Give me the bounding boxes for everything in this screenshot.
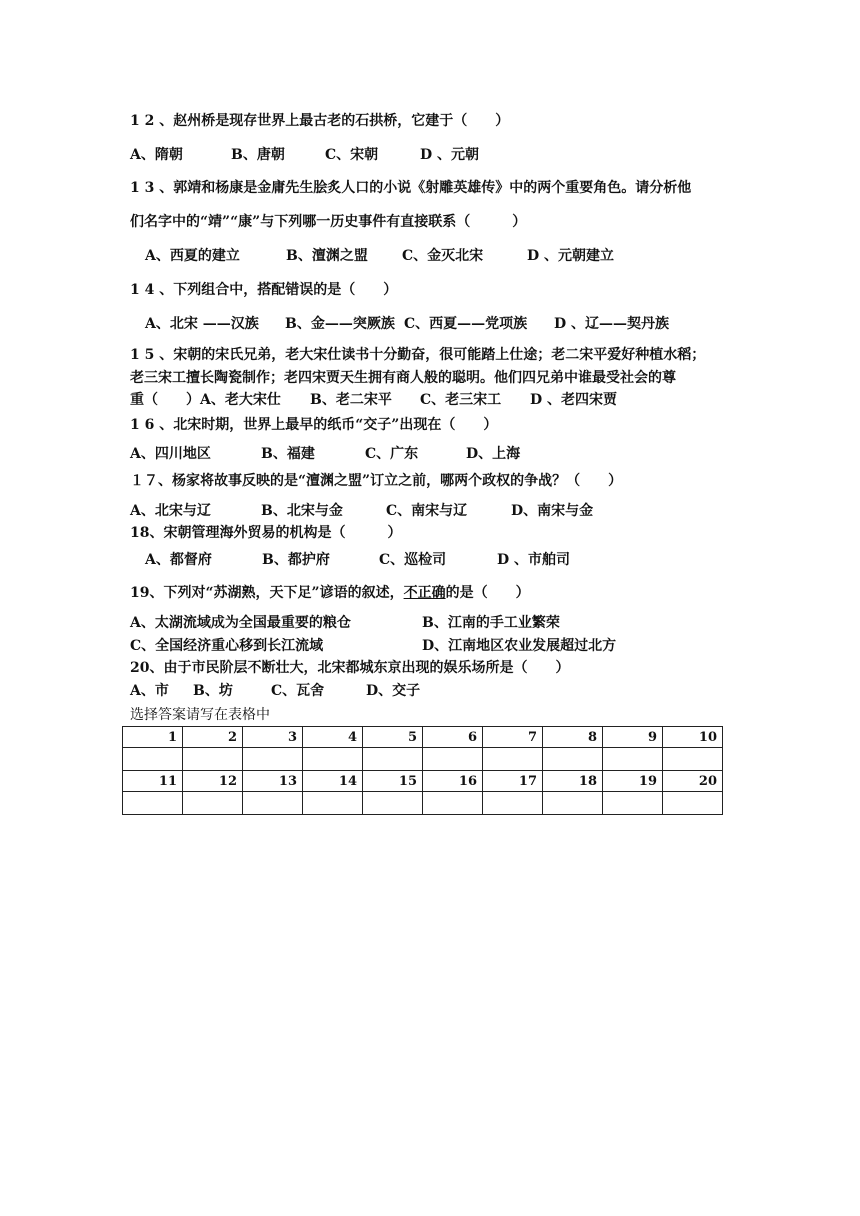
answer-cell[interactable] (543, 748, 603, 771)
option-a: A、都督府 (145, 552, 212, 568)
table-cell: 6 (423, 727, 483, 748)
question-18-options (145, 550, 570, 570)
answer-table (122, 726, 723, 815)
option-b: B、澶渊之盟 (286, 248, 368, 264)
table-cell: 14 (303, 771, 363, 792)
option-a: A、北宋 ——汉族 (145, 316, 259, 332)
answer-cell[interactable] (303, 792, 363, 815)
option-c: C、南宋与辽 (386, 503, 468, 519)
option-c: C、金灭北宋 (402, 248, 484, 264)
answer-cell[interactable] (183, 792, 243, 815)
table-cell: 16 (423, 771, 483, 792)
table-cell: 1 (123, 727, 183, 748)
table-row (123, 727, 723, 748)
option-a: A、隋朝 (130, 147, 183, 163)
option-c: C、宋朝 (325, 147, 379, 163)
table-cell: 11 (123, 771, 183, 792)
option-d: D 、元朝建立 (527, 248, 615, 264)
answer-cell[interactable] (543, 792, 603, 815)
question-19-options-row-1 (130, 613, 560, 633)
table-cell: 3 (243, 727, 303, 748)
option-b: B、江南的手工业繁荣 (422, 615, 560, 631)
table-row (123, 771, 723, 792)
question-15-stem-tail: 重（ ） (130, 392, 200, 408)
option-a: A、市 (130, 683, 169, 699)
question-15-stem-line-3 (130, 390, 617, 410)
option-c: C、广东 (365, 446, 419, 462)
answer-cell[interactable] (483, 748, 543, 771)
table-cell: 12 (183, 771, 243, 792)
table-cell: 19 (603, 771, 663, 792)
answer-cell[interactable] (363, 748, 423, 771)
question-19-stem (130, 583, 530, 603)
option-c: C、巡检司 (379, 552, 447, 568)
answer-cell[interactable] (363, 792, 423, 815)
option-d: D 、老四宋贾 (530, 392, 618, 408)
underlined-keyword: 不正确 (403, 585, 446, 601)
option-d: D、南宋与金 (511, 503, 594, 519)
table-cell: 17 (483, 771, 543, 792)
question-13-stem-line-2: 们名字中的“靖”“康”与下列哪一历史事件有直接联系（ ） (130, 214, 527, 230)
option-b: B、金——突厥族 (285, 316, 395, 332)
option-b: B、坊 (193, 683, 233, 699)
answer-cell[interactable] (243, 748, 303, 771)
answer-cell[interactable] (663, 792, 723, 815)
option-d: D、江南地区农业发展超过北方 (422, 638, 617, 654)
question-19-stem-part: 的是（ ） (445, 585, 530, 601)
question-20-stem: 20、由于市民阶层不断壮大，北宋都城东京出现的娱乐场所是（ ） (130, 660, 570, 676)
option-d: D 、元朝 (420, 147, 480, 163)
question-12-options (130, 145, 479, 165)
option-a: A、老大宋仕 (200, 392, 281, 408)
question-17-stem: １７、杨家将故事反映的是“澶渊之盟”订立之前，哪两个政权的争战？（ ） (130, 473, 623, 489)
option-a: A、西夏的建立 (145, 248, 240, 264)
option-b: B、老二宋平 (310, 392, 392, 408)
answer-cell[interactable] (603, 748, 663, 771)
option-c: C、全国经济重心移到长江流域 (130, 638, 324, 654)
answer-cell[interactable] (243, 792, 303, 815)
table-row-answers (123, 748, 723, 771)
table-row-answers (123, 792, 723, 815)
table-cell: 10 (663, 727, 723, 748)
table-cell: 5 (363, 727, 423, 748)
question-12-stem: 1 2 、赵州桥是现存世界上最古老的石拱桥，它建于（ ） (130, 113, 510, 129)
question-20-options (130, 681, 420, 701)
table-cell: 2 (183, 727, 243, 748)
answer-cell[interactable] (123, 792, 183, 815)
answer-cell[interactable] (603, 792, 663, 815)
answer-cell[interactable] (123, 748, 183, 771)
option-d: D、上海 (466, 446, 521, 462)
answer-cell[interactable] (183, 748, 243, 771)
table-cell: 4 (303, 727, 363, 748)
option-b: B、都护府 (262, 552, 330, 568)
question-19-stem-part: 19、下列对“苏湖熟，天下足”谚语的叙述， (130, 585, 404, 601)
table-cell: 13 (243, 771, 303, 792)
answer-table-caption: 选择答案请写在表格中 (130, 707, 270, 723)
option-a: A、四川地区 (130, 446, 211, 462)
option-a: A、太湖流域成为全国最重要的粮仓 (130, 615, 351, 631)
option-b: B、北宋与金 (261, 503, 343, 519)
question-14-stem: 1 4 、下列组合中，搭配错误的是（ ） (130, 282, 398, 298)
question-16-options (130, 444, 520, 464)
table-cell: 9 (603, 727, 663, 748)
question-16-stem: 1 6 、北宋时期，世界上最早的纸币“交子”出现在（ ） (130, 417, 498, 433)
question-15-stem-line-1: 1 5 、宋朝的宋氏兄弟，老大宋仕读书十分勤奋，很可能踏上仕途；老二宋平爱好种植水稻； (130, 347, 706, 363)
table-cell: 15 (363, 771, 423, 792)
question-14-options (145, 314, 669, 334)
answer-cell[interactable] (483, 792, 543, 815)
question-13-options (145, 246, 614, 266)
answer-cell[interactable] (423, 792, 483, 815)
answer-cell[interactable] (663, 748, 723, 771)
question-18-stem: 18、宋朝管理海外贸易的机构是（ ） (130, 525, 402, 541)
option-c: C、西夏——党项族 (404, 316, 528, 332)
table-cell: 7 (483, 727, 543, 748)
option-d: D 、辽——契丹族 (554, 316, 670, 332)
question-19-options-row-2 (130, 636, 616, 656)
question-13-stem-line-1: 1 3 、郭靖和杨康是金庸先生脍炙人口的小说《射雕英雄传》中的两个重要角色。请分析他 (130, 180, 692, 196)
table-cell: 20 (663, 771, 723, 792)
answer-cell[interactable] (303, 748, 363, 771)
answer-cell[interactable] (423, 748, 483, 771)
option-b: B、福建 (261, 446, 315, 462)
option-d: D 、市舶司 (497, 552, 571, 568)
table-cell: 18 (543, 771, 603, 792)
table-cell: 8 (543, 727, 603, 748)
question-15-stem-line-2: 老三宋工擅长陶瓷制作；老四宋贾天生拥有商人般的聪明。他们四兄弟中谁最受社会的尊 (130, 370, 676, 386)
option-a: A、北宋与辽 (130, 503, 211, 519)
option-b: B、唐朝 (231, 147, 285, 163)
option-c: C、瓦舍 (271, 683, 325, 699)
option-c: C、老三宋工 (420, 392, 502, 408)
option-d: D、交子 (366, 683, 421, 699)
question-17-options (130, 501, 593, 521)
